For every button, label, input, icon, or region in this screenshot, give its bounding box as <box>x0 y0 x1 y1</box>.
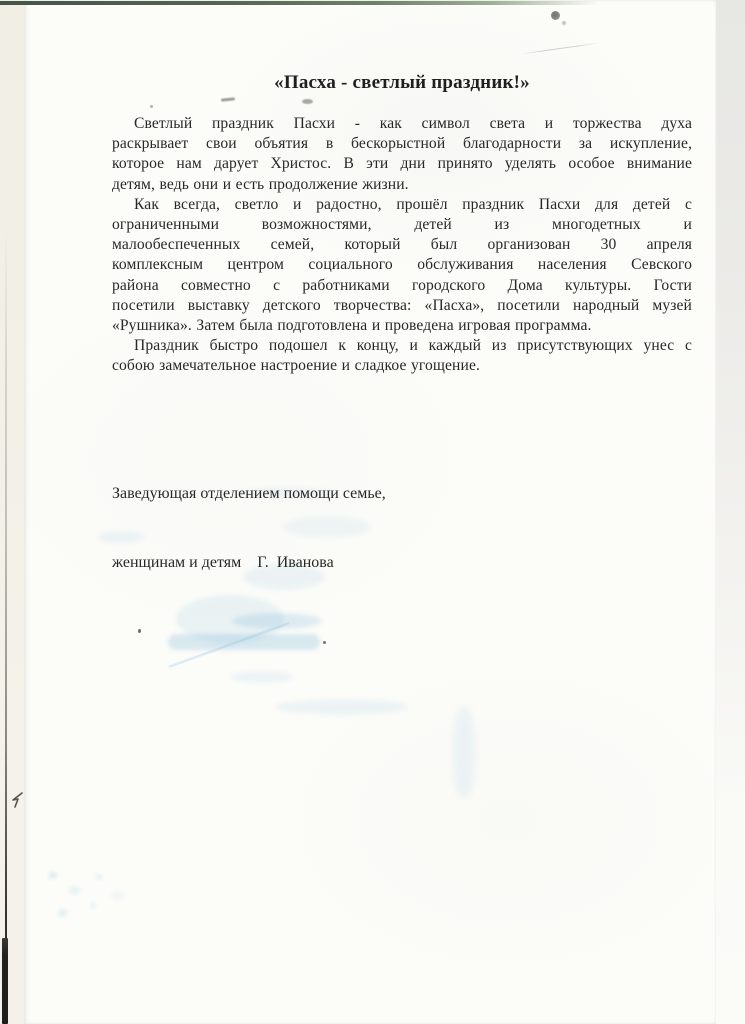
ink-dot-artifact <box>551 11 560 20</box>
scan-edge-left-line <box>5 230 7 942</box>
text-line: которое нам дарует Христос. В эти дни принято уделять особое внимание <box>112 155 692 173</box>
text-line: малообеспеченных семей, который был организован 30 апреля <box>112 236 692 254</box>
text-line: ограниченными возможностями, детей из многодетных и <box>112 216 692 234</box>
scan-edge-left-dark-bar <box>2 938 8 1024</box>
paragraph <box>112 195 692 336</box>
dark-dot-artifact <box>138 629 141 633</box>
text-line: посетили выставку детского творчества: «Пасха», посетили народный музей <box>112 296 692 314</box>
signature-line: женщинам и детям Г. Иванова <box>112 553 334 571</box>
text-line: Праздник быстро подошел к концу, и каждый из присутствующих унес с <box>134 337 692 355</box>
text-line: раскрывает свои объятия в бескорыстной благодарности за искупление, <box>112 135 692 153</box>
text-line: детям, ведь они и есть продолжение жизни. <box>112 175 409 193</box>
text-line: комплексным центром социального обслуживания населения Севского <box>112 256 692 274</box>
ink-bleed-mark <box>231 671 293 683</box>
ink-bleed-patch <box>26 850 148 940</box>
paragraph <box>112 336 692 376</box>
ink-bleed-mark <box>275 699 407 715</box>
text-line: собою замечательное настроение и сладкое угощение. <box>112 357 480 375</box>
paragraph <box>112 114 692 195</box>
document-content <box>112 71 692 620</box>
dark-dot-artifact <box>323 641 326 644</box>
text-line: Светлый праздник Пасхи - как символ света и торжества духа <box>134 115 692 132</box>
pen-mark <box>9 791 25 811</box>
scan-edge-top-line <box>0 1 630 5</box>
scanner-background-right <box>716 0 745 1024</box>
ink-bleed-mark <box>452 706 476 798</box>
text-line: района совместно с работниками городского Дома культуры. Гости <box>112 276 692 294</box>
text-line: Как всегда, светло и радостно, прошёл праздник Пасхи для детей с <box>134 195 692 213</box>
document-title: «Пасха - светлый праздник!» <box>274 72 530 93</box>
text-line: «Рушника». Затем была подготовлена и проведена игровая программа. <box>112 317 592 335</box>
signature-line: Заведующая отделением помощи семье, <box>112 484 386 502</box>
scanner-background-left <box>0 0 24 1024</box>
ink-bleed-mark <box>168 634 320 650</box>
ink-speck-artifact <box>562 21 566 25</box>
signature-block <box>112 436 692 620</box>
